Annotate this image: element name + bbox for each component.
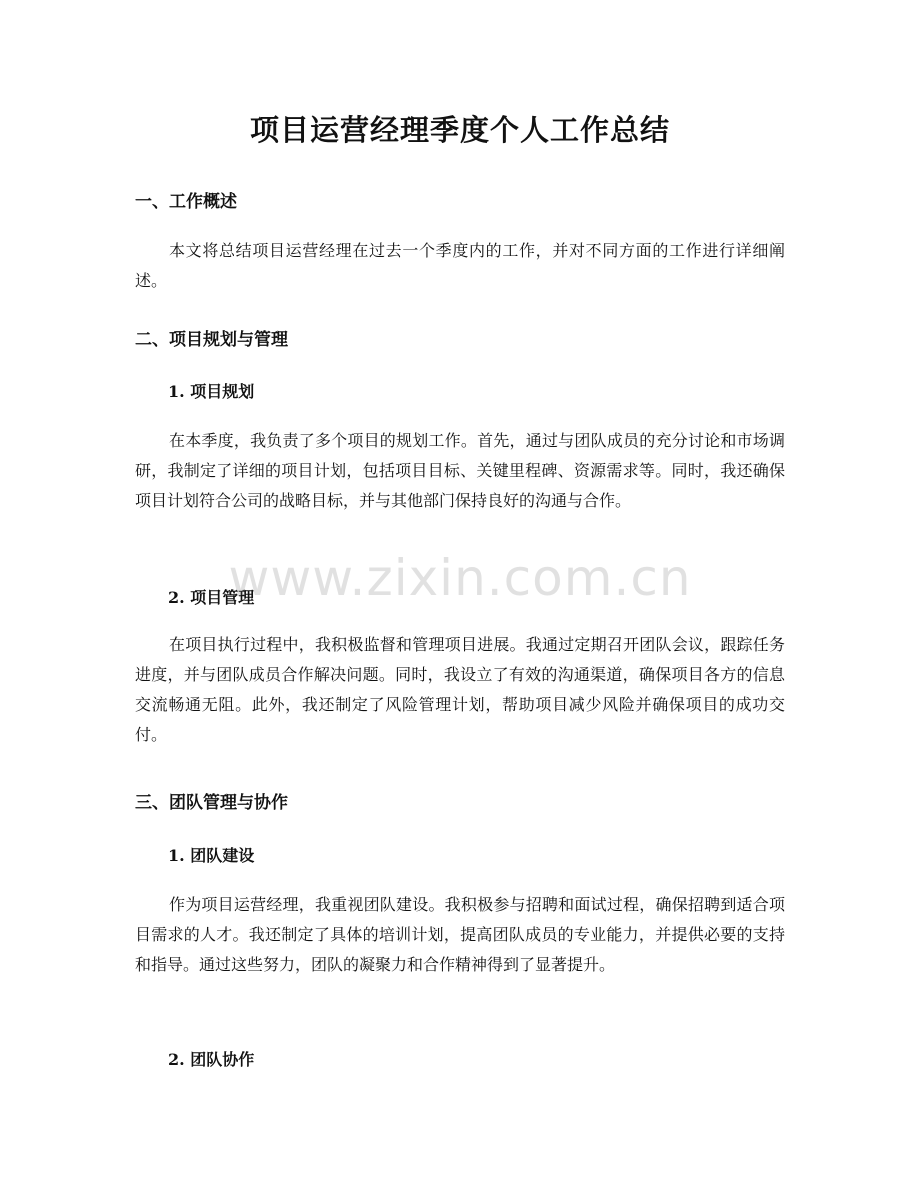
- section-heading-team-management: 三、团队管理与协作: [135, 793, 288, 813]
- section-heading-overview: 一、工作概述: [135, 192, 237, 212]
- paragraph-project-planning: 在本季度，我负责了多个项目的规划工作。首先，通过与团队成员的充分讨论和市场调研，我制定了详细的项目计划，包括项目目标、关键里程碑、资源需求等。同时，我还确保项目计划符合公司的战略目标，并与其他部门保持良好的沟通与合作。: [135, 431, 785, 510]
- subheading-team-collaboration: 2. 团队协作: [168, 1050, 255, 1069]
- subheading-project-planning: 1. 项目规划: [168, 382, 255, 401]
- document-title: 项目运营经理季度个人工作总结: [249, 113, 670, 147]
- paragraph-project-management: 在项目执行过程中，我积极监督和管理项目进展。我通过定期召开团队会议，跟踪任务进度，并与团队成员合作解决问题。同时，我设立了有效的沟通渠道，确保项目各方的信息交流畅通无阻。此外，我还制定了风险管理计划，帮助项目减少风险并确保项目的成功交付。: [135, 635, 785, 744]
- watermark-text: www.zixin.com.cn: [228, 549, 692, 607]
- paragraph-team-building: 作为项目运营经理，我重视团队建设。我积极参与招聘和面试过程，确保招聘到适合项目需求的人才。我还制定了具体的培训计划，提高团队成员的专业能力，并提供必要的支持和指导。通过这些努力，团队的凝聚力和合作精神得到了显著提升。: [135, 895, 785, 974]
- subheading-team-building: 1. 团队建设: [168, 846, 255, 865]
- subheading-project-management: 2. 项目管理: [168, 588, 255, 607]
- section-heading-planning-management: 二、项目规划与管理: [135, 330, 288, 350]
- paragraph-overview: 本文将总结项目运营经理在过去一个季度内的工作，并对不同方面的工作进行详细阐述。: [135, 241, 785, 290]
